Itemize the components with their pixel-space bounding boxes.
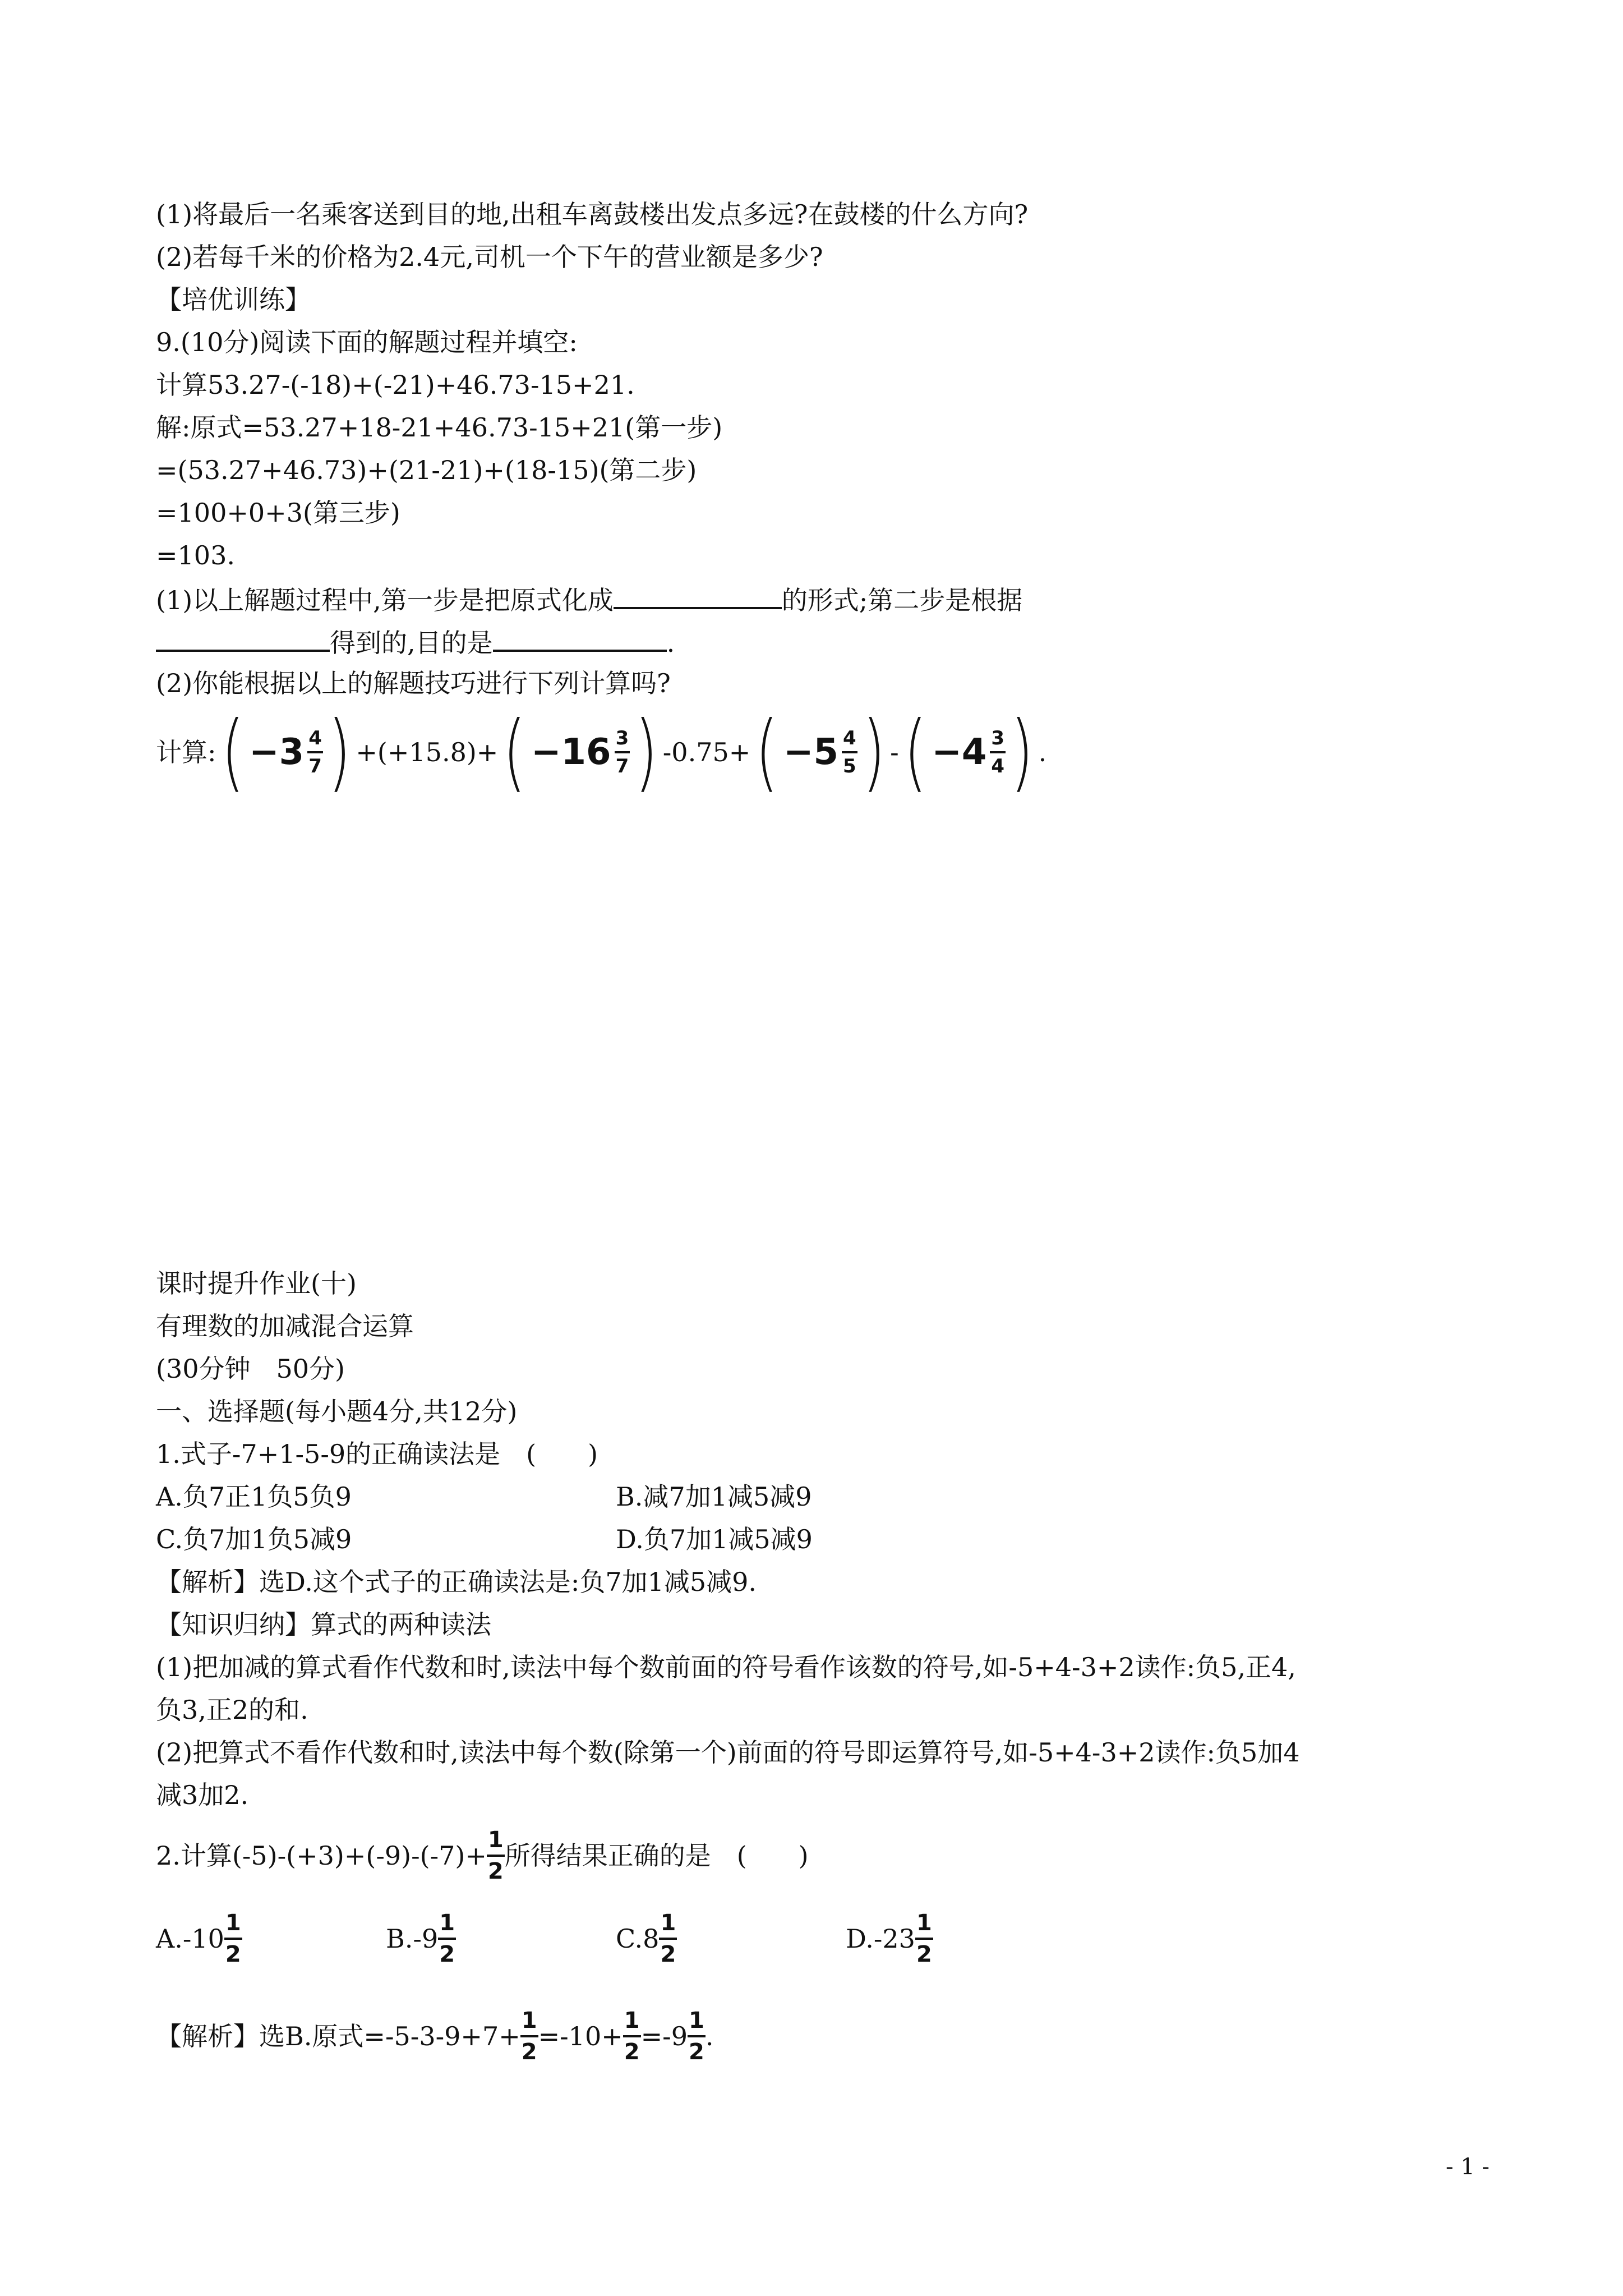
fill-in-text: 的形式;第二步是根据	[781, 585, 1023, 615]
knowledge-2-line-2: 减3加2.	[156, 1780, 249, 1810]
calc-operator: -0.75+	[662, 737, 751, 767]
fraction-one-half: $\frac{1}{2}$	[439, 1910, 455, 1967]
option-d: D.-23 $\frac{1}{2}$	[846, 1910, 932, 1967]
option-b: B.-9 $\frac{1}{2}$	[386, 1910, 455, 1967]
mc-question-2: 2.计算(-5)-(+3)+(-9)-(-7)+ $\frac{1}{2}$ 所得结果正确的是 ( )	[156, 1827, 809, 1884]
time-limit: (30分钟 50分)	[156, 1354, 345, 1384]
training-heading: 【培优训练】	[156, 284, 311, 315]
answer-blank[interactable]	[493, 625, 667, 652]
problem-9-step4: =103.	[156, 540, 235, 570]
calc-end: .	[1038, 737, 1047, 767]
problem-9-question-2: (2)你能根据以上的解题技巧进行下列计算吗?	[156, 668, 671, 698]
fraction-one-half: $\frac{1}{2}$	[521, 2008, 537, 2065]
fraction-one-half: $\frac{1}{2}$	[916, 1910, 932, 1967]
question-2-text: (2)若每千米的价格为2.4元,司机一个下午的营业额是多少?	[156, 242, 823, 272]
fill-in-text: .	[666, 628, 675, 658]
option-c: C.8 $\frac{1}{2}$	[616, 1910, 676, 1967]
fill-in-text: (1)以上解题过程中,第一步是把原式化成	[156, 585, 614, 615]
calc-prefix: 计算:	[156, 737, 216, 767]
fraction-one-half: $\frac{1}{2}$	[688, 2008, 704, 2065]
fill-in-line-2	[156, 625, 675, 659]
fraction-one-half: $\frac{1}{2}$	[624, 2008, 640, 2065]
problem-9-calc: 计算53.27-(-18)+(-21)+46.73-15+21.	[156, 370, 635, 400]
page-number: - 1 -	[1446, 2154, 1490, 2180]
answer-blank[interactable]	[614, 582, 782, 609]
part-heading: 一、选择题(每小题4分,共12分)	[156, 1396, 518, 1427]
fill-in-line-1	[156, 582, 1022, 616]
mixed-number-term: ( −4 $\frac{3}{4}$ )	[903, 703, 1034, 801]
question-1-text: (1)将最后一名乘客送到目的地,出租车离鼓楼出发点多远?在鼓楼的什么方向?	[156, 199, 1029, 229]
fraction-one-half: $\frac{1}{2}$	[660, 1910, 676, 1967]
fill-in-text: 得到的,目的是	[330, 628, 493, 658]
problem-9-title: 9.(10分)阅读下面的解题过程并填空:	[156, 327, 578, 357]
option-a: A.负7正1负5负9	[156, 1481, 352, 1512]
problem-9-step2: =(53.27+46.73)+(21-21)+(18-15)(第二步)	[156, 455, 697, 485]
fraction-one-half: $\frac{1}{2}$	[225, 1910, 241, 1967]
option-a: A.-10 $\frac{1}{2}$	[156, 1910, 241, 1967]
calc-operator: -	[890, 737, 899, 767]
q2-analysis: 【解析】选B.原式=-5-3-9+7+ $\frac{1}{2}$ =-10+ $\frac{1}{2}$ =-9 $\frac{1}{2}$ .	[156, 2008, 714, 2065]
knowledge-1-line-2: 负3,正2的和.	[156, 1695, 308, 1725]
calc-operator: +(+15.8)+	[356, 737, 499, 767]
mc-question-1: 1.式子-7+1-5-9的正确读法是 ( )	[156, 1439, 598, 1469]
problem-9-step1: 解:原式=53.27+18-21+46.73-15+21(第一步)	[156, 412, 723, 443]
answer-blank[interactable]	[156, 625, 330, 652]
fraction-one-half: $\frac{1}{2}$	[487, 1827, 504, 1884]
homework-title: 课时提升作业(十)	[156, 1268, 357, 1299]
option-b: B.减7加1减5减9	[616, 1481, 812, 1512]
problem-9-step3: =100+0+3(第三步)	[156, 498, 400, 528]
option-c: C.负7加1负5减9	[156, 1524, 352, 1554]
lesson-title: 有理数的加减混合运算	[156, 1311, 414, 1341]
mixed-number-term: ( −5 $\frac{4}{5}$ )	[755, 703, 886, 801]
mixed-number-term: ( −16 $\frac{3}{7}$ )	[503, 703, 658, 801]
knowledge-2-line-1: (2)把算式不看作代数和时,读法中每个数(除第一个)前面的符号即运算符号,如-5+4-3+2读作:负5加4	[156, 1737, 1300, 1768]
q1-analysis: 【解析】选D.这个式子的正确读法是:负7加1减5减9.	[156, 1567, 757, 1597]
mixed-number-term: ( −3 $\frac{4}{7}$ )	[221, 703, 351, 801]
knowledge-1-line-1: (1)把加减的算式看作代数和时,读法中每个数前面的符号看作该数的符号,如-5+4-3+2读作:负5,正4,	[156, 1652, 1296, 1682]
option-d: D.负7加1减5减9	[616, 1524, 813, 1554]
knowledge-heading: 【知识归纳】算式的两种读法	[156, 1609, 491, 1640]
calculation-expression	[156, 703, 1047, 801]
